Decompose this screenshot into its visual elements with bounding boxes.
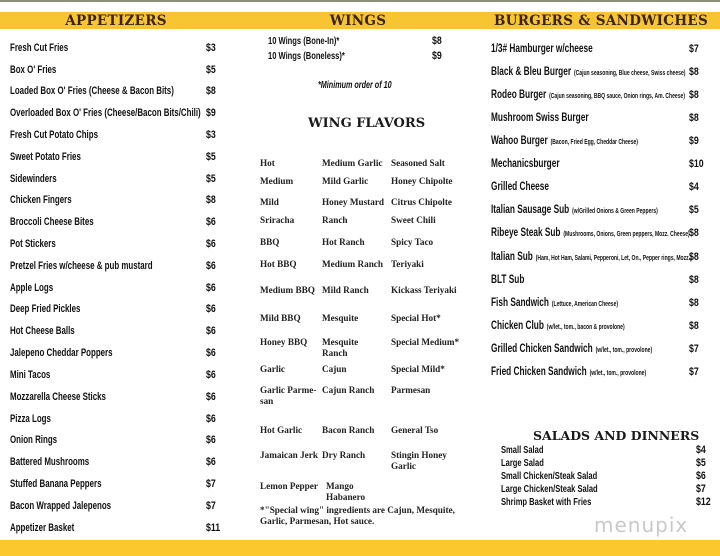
item-price: $6 — [206, 369, 216, 381]
item-price: $6 — [206, 391, 216, 403]
wing-flavor: Teriyaki — [391, 259, 424, 269]
menu-item — [10, 390, 230, 404]
item-name-text: Chicken Club — [491, 320, 544, 332]
wing-flavor: Garlic — [260, 364, 286, 374]
item-price: $3 — [206, 42, 216, 54]
item-price: $7 — [689, 43, 699, 55]
menu-item — [501, 456, 711, 470]
menu-item — [10, 433, 230, 447]
item-name — [10, 499, 111, 513]
wing-flavors-title: WING FLAVORS — [308, 116, 426, 131]
item-name-text: Mini Tacos — [10, 369, 51, 381]
wing-flavor: Citrus Chipolte — [391, 197, 452, 207]
menu-item — [501, 482, 711, 496]
item-price: $9 — [689, 135, 699, 147]
item-price: $8 — [689, 112, 699, 124]
item-price: $6 — [206, 413, 216, 425]
wing-flavor: Sriracha — [260, 215, 295, 225]
item-description: (Bacon, Fried Egg, Cheddar Cheese) — [550, 139, 638, 146]
item-name-text: Shrimp Basket with Fries — [501, 496, 592, 508]
item-price: $8 — [689, 66, 699, 78]
item-name — [268, 34, 339, 48]
item-name-text: Chicken Fingers — [10, 194, 72, 206]
item-name-text: Fried Chicken Sandwich — [491, 366, 587, 378]
wing-flavor: Special Medium* — [391, 337, 460, 347]
menu-item — [10, 302, 230, 316]
item-price: $6 — [206, 434, 216, 446]
item-name — [10, 433, 57, 447]
item-name — [491, 226, 690, 242]
wing-flavor: General Tso — [391, 425, 439, 435]
menu-item — [10, 193, 230, 207]
wing-flavor: Mesquite — [322, 313, 359, 323]
item-name — [501, 469, 597, 483]
item-price: $4 — [696, 444, 706, 456]
item-description: (w/let., tom., provolone) — [589, 370, 647, 377]
item-name-text: Fresh Cut Potato Chips — [10, 129, 99, 141]
menu-item — [10, 84, 230, 98]
item-name — [10, 84, 174, 98]
item-name-text: Ribeye Steak Sub — [491, 227, 561, 239]
item-description: (w/Grilled Onions & Green Peppers) — [572, 208, 658, 215]
item-price: $8 — [206, 194, 216, 206]
item-name-text: Hot Cheese Balls — [10, 325, 75, 337]
wing-flavor: Sweet Chili — [391, 215, 436, 225]
item-name — [10, 215, 94, 229]
item-name-text: Large Salad — [501, 457, 544, 469]
item-price: $9 — [432, 50, 442, 62]
item-name — [501, 482, 598, 496]
appetizers-title: APPETIZERS — [65, 13, 167, 29]
item-price: $7 — [696, 483, 706, 495]
item-name-text: Mushroom Swiss Burger — [491, 112, 589, 124]
item-name — [10, 368, 50, 382]
wing-flavor: Mild — [260, 197, 279, 207]
wing-flavor: Jamaican Jerk — [260, 450, 318, 460]
menu-item — [491, 203, 711, 217]
item-description: (Ham, Hot Ham, Salami, Pepperoni, Let, On., Pepper rings, Mozz.) — [535, 255, 692, 262]
salads-title: SALADS AND DINNERS — [533, 428, 700, 443]
menu-item — [10, 150, 230, 164]
item-name-text: Sidewinders — [10, 173, 57, 185]
item-name-text: Apple Logs — [10, 282, 54, 294]
item-name — [10, 302, 80, 316]
wing-flavor: Parmesan — [391, 385, 431, 395]
item-price: $7 — [689, 366, 699, 378]
menu-item — [268, 34, 448, 48]
item-price: $8 — [689, 274, 699, 286]
item-name — [491, 203, 658, 219]
item-name — [491, 273, 524, 287]
wing-flavor: Medium Garlic — [322, 158, 383, 168]
item-price: $10 — [689, 158, 704, 170]
item-price: $8 — [206, 85, 216, 97]
wing-flavor: Honey Mustard — [322, 197, 385, 207]
special-wing-note: *"Special wing" ingredients are Cajun, Mesquite, Garlic, Parmesan, Hot sauce. — [260, 505, 455, 526]
item-price: $7 — [689, 343, 699, 355]
item-name — [491, 296, 618, 312]
item-price: $8 — [689, 227, 699, 239]
item-price: $4 — [689, 181, 699, 193]
wing-flavor: Stingin Honey Garlic — [391, 450, 447, 471]
wing-flavor: Special Mild* — [391, 364, 445, 374]
item-price: $11 — [206, 522, 221, 534]
menu-item — [268, 49, 448, 63]
item-name-text: Rodeo Burger — [491, 89, 547, 101]
item-price: $8 — [689, 251, 699, 263]
item-name-text: BLT Sub — [491, 274, 525, 286]
item-name — [10, 150, 81, 164]
item-name-text: Bacon Wrapped Jalepenos — [10, 500, 112, 512]
item-price: $7 — [206, 478, 216, 490]
wing-flavor: Medium BBQ — [260, 285, 315, 295]
item-name-text: Grilled Chicken Sandwich — [491, 343, 593, 355]
menu-item — [501, 469, 711, 483]
wing-flavor: Medium — [260, 176, 294, 186]
item-price: $3 — [206, 129, 216, 141]
wing-flavor: Spicy Taco — [391, 237, 434, 247]
wings-title: WINGS — [329, 13, 387, 29]
menu-item — [10, 259, 230, 273]
item-name-text: Pretzel Fries w/cheese & pub mustard — [10, 260, 153, 272]
menu-item — [491, 157, 711, 171]
item-name — [491, 319, 625, 335]
item-name — [491, 88, 685, 104]
item-name-text: Fresh Cut Fries — [10, 42, 69, 54]
item-name-text: Battered Mushrooms — [10, 456, 90, 468]
item-price: $6 — [206, 216, 216, 228]
item-description: (Cajun seasoning, Blue cheese, Swiss cheese) — [573, 70, 686, 77]
item-description: (Mushrooms, Onions, Green peppers, Mozz. Cheese) — [563, 231, 690, 238]
item-name — [491, 250, 692, 266]
item-name — [10, 324, 75, 338]
item-name-text: Overloaded Box O' Fries (Cheese/Bacon Bits/Chili) — [10, 107, 201, 119]
wing-flavor: Dry Ranch — [322, 450, 366, 460]
item-name-text: Appetizer Basket — [10, 522, 75, 534]
item-name-text: Box O' Fries — [10, 64, 57, 76]
item-name — [491, 342, 652, 358]
item-name — [10, 412, 51, 426]
wing-flavor: Mesquite Ranch — [322, 337, 359, 358]
item-price: $8 — [689, 89, 699, 101]
item-name — [10, 521, 74, 535]
item-name-text: Pot Stickers — [10, 238, 56, 250]
menu-item — [10, 215, 230, 229]
item-description: (Lettuce, American Cheese) — [551, 301, 619, 308]
item-price: $5 — [206, 151, 216, 163]
menu-item — [10, 412, 230, 426]
menu-item — [491, 111, 711, 125]
item-name — [10, 237, 56, 251]
menu-item — [491, 273, 711, 287]
item-name-text: Black & Bleu Burger — [491, 66, 572, 78]
item-name — [10, 259, 153, 273]
menu-item — [10, 455, 230, 469]
menu-item — [491, 88, 711, 102]
item-name — [268, 49, 345, 63]
item-price: $8 — [689, 320, 699, 332]
item-name — [491, 111, 589, 125]
item-name — [491, 157, 560, 171]
item-name-text: Grilled Cheese — [491, 181, 549, 193]
item-name-text: 10 Wings (Boneless)* — [268, 50, 345, 62]
item-name — [10, 346, 113, 360]
item-price: $9 — [206, 107, 216, 119]
menu-item — [491, 226, 711, 240]
item-name-text: 10 Wings (Bone-In)* — [268, 35, 340, 47]
wing-flavor: Special Hot* — [391, 313, 441, 323]
item-price: $6 — [206, 347, 216, 359]
wing-flavor: Ranch — [322, 215, 348, 225]
item-name-text: Stuffed Banana Peppers — [10, 478, 102, 490]
item-name-text: Broccoli Cheese Bites — [10, 216, 94, 228]
item-name-text: Fish Sandwich — [491, 297, 549, 309]
item-name — [10, 455, 89, 469]
wing-flavor: Honey Chipolte — [391, 176, 453, 186]
menu-item — [491, 296, 711, 310]
item-name-text: Italian Sub — [491, 251, 533, 263]
item-description: (w/let., tom., provolone) — [595, 347, 653, 354]
menu-item — [10, 63, 230, 77]
item-name-text: Jalepeno Cheddar Poppers — [10, 347, 113, 359]
menu-item — [491, 365, 711, 379]
wing-flavor: Mild Ranch — [322, 285, 369, 295]
wing-flavor: Cajun Ranch — [322, 385, 375, 395]
wing-flavor: Mango Habanero — [326, 481, 366, 502]
item-name — [491, 180, 549, 194]
item-price: $6 — [206, 303, 216, 315]
menu-item — [10, 324, 230, 338]
wing-flavor: Seasoned Salt — [391, 158, 445, 168]
item-name-text: Deep Fried Pickles — [10, 303, 81, 315]
item-name — [10, 390, 106, 404]
item-name-text: Onion Rings — [10, 434, 58, 446]
item-name-text: Wahoo Burger — [491, 135, 548, 147]
item-name — [10, 106, 201, 120]
minimum-order-note: *Minimum order of 10 — [318, 80, 392, 91]
item-name — [491, 134, 638, 150]
menu-item — [501, 495, 711, 509]
item-description: (w/let., tom., bacon & provolone) — [546, 324, 625, 331]
wing-flavor: Kickass Teriyaki — [391, 285, 457, 295]
item-price: $7 — [206, 500, 216, 512]
item-name — [10, 63, 56, 77]
menu-item — [491, 134, 711, 148]
menu-item — [10, 499, 230, 513]
top-border — [0, 0, 720, 2]
menu-item — [491, 65, 711, 79]
item-price: $12 — [696, 496, 711, 508]
item-name-text: Large Chicken/Steak Salad — [501, 483, 598, 495]
menu-item — [491, 342, 711, 356]
burgers-title: BURGERS & SANDWICHES — [493, 13, 709, 29]
item-price: $6 — [206, 456, 216, 468]
item-name — [491, 65, 685, 81]
menu-item — [10, 172, 230, 186]
wing-flavor: Honey BBQ — [260, 337, 308, 347]
item-name — [501, 443, 543, 457]
menu-item — [491, 319, 711, 333]
item-name — [10, 281, 53, 295]
item-name — [10, 128, 98, 142]
item-name-text: Italian Sausage Sub — [491, 204, 570, 216]
menu-item — [10, 41, 230, 55]
item-price: $5 — [696, 457, 706, 469]
wing-flavor: Medium Ranch — [322, 259, 383, 269]
item-name — [501, 495, 591, 509]
item-name-text: Sweet Potato Fries — [10, 151, 81, 163]
item-name — [10, 477, 102, 491]
menu-item — [491, 180, 711, 194]
item-price: $6 — [206, 282, 216, 294]
item-name — [10, 193, 72, 207]
wing-flavor: Garlic Parme-san — [260, 385, 317, 406]
item-price: $8 — [689, 297, 699, 309]
menu-item — [10, 477, 230, 491]
menu-item — [10, 128, 230, 142]
item-name — [10, 41, 68, 55]
item-name-text: 1/3# Hamburger w/cheese — [491, 43, 593, 55]
item-description: (Cajun seasoning, BBQ sauce, Onion rings, Am. Cheese) — [549, 93, 686, 100]
wing-flavor: Cajun — [322, 364, 347, 374]
item-name — [491, 365, 646, 381]
item-name-text: Loaded Box O' Fries (Cheese & Bacon Bits) — [10, 85, 174, 97]
menu-item — [10, 106, 230, 120]
menu-item — [501, 443, 711, 457]
wing-flavor: Lemon Pepper — [260, 481, 318, 491]
item-price: $8 — [432, 35, 442, 47]
item-price: $6 — [206, 260, 216, 272]
item-name — [10, 172, 57, 186]
wing-flavor: Mild Garlic — [322, 176, 369, 186]
menu-item — [10, 237, 230, 251]
wing-flavor: Bacon Ranch — [322, 425, 375, 435]
item-price: $6 — [206, 238, 216, 250]
wing-flavor: Hot Ranch — [322, 237, 365, 247]
menu-item — [491, 250, 711, 264]
item-price: $6 — [696, 470, 706, 482]
menu-item — [10, 281, 230, 295]
menu-item — [10, 368, 230, 382]
wing-flavor: BBQ — [260, 237, 280, 247]
item-name — [491, 42, 593, 56]
item-price: $5 — [206, 64, 216, 76]
item-price: $5 — [206, 173, 216, 185]
wing-flavor: Hot Garlic — [260, 425, 303, 435]
item-name-text: Mozzarella Cheese Sticks — [10, 391, 106, 403]
wing-flavor: Hot BBQ — [260, 259, 297, 269]
menu-item — [10, 521, 230, 535]
footer-banner — [0, 540, 720, 556]
item-price: $5 — [689, 204, 699, 216]
item-name-text: Pizza Logs — [10, 413, 51, 425]
item-price: $6 — [206, 325, 216, 337]
menupix-watermark: menupix — [594, 513, 689, 537]
item-name — [501, 456, 544, 470]
menu-item — [10, 346, 230, 360]
menu-item — [491, 42, 711, 56]
item-name-text: Small Chicken/Steak Salad — [501, 470, 598, 482]
item-name-text: Mechanicsburger — [491, 158, 560, 170]
wing-flavor: Mild BBQ — [260, 313, 301, 323]
item-name-text: Small Salad — [501, 444, 544, 456]
wing-flavor: Hot — [260, 158, 275, 168]
